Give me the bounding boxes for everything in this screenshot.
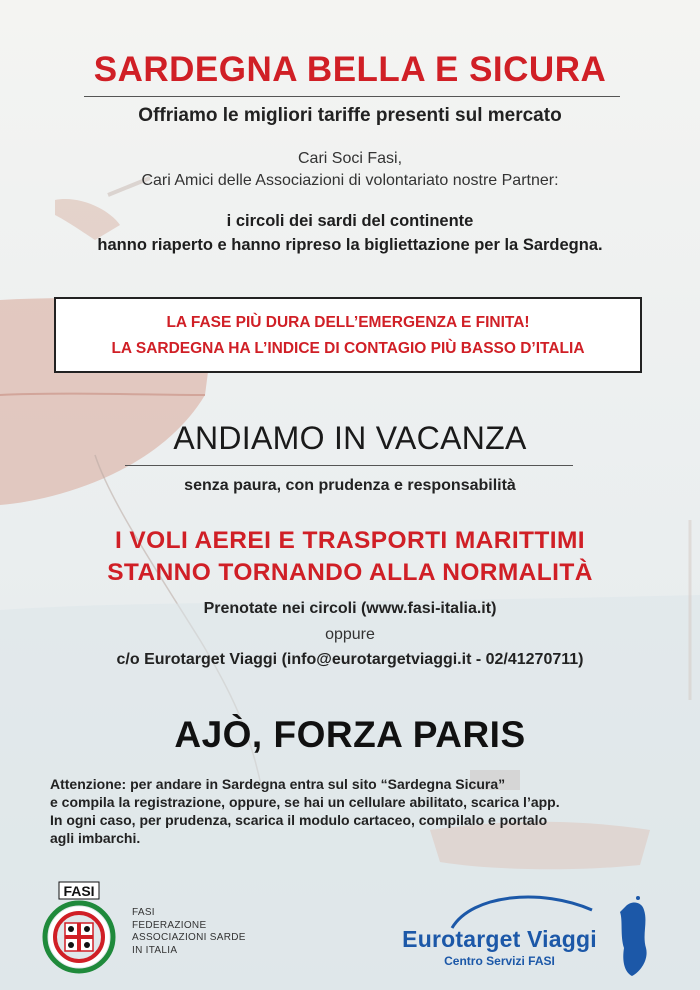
- booking-circoli: Prenotate nei circoli (www.fasi-italia.it): [203, 600, 497, 617]
- eurotarget-tagline: Centro Servizi FASI: [444, 954, 555, 968]
- attention-note: [50, 775, 660, 847]
- note-line: agli imbarchi.: [50, 830, 141, 846]
- booking-eurotarget: c/o Eurotarget Viaggi (info@eurotargetviaggi.it - 02/41270711): [116, 651, 584, 668]
- note-line: e compila la registrazione, oppure, se hai un cellulare abilitato, scarica l’app.: [50, 794, 560, 810]
- note-line: In ogni caso, per prudenza, scarica il modulo cartaceo, compilalo e portalo: [50, 812, 548, 828]
- sardinia-map-icon: [620, 903, 647, 976]
- fasi-text-line: IN ITALIA: [132, 944, 178, 956]
- transport-headline: STANNO TORNANDO ALLA NORMALITÀ: [107, 559, 593, 586]
- vacation-divider: [125, 465, 573, 466]
- alert-line: LA SARDEGNA HA L’INDICE DI CONTAGIO PIÙ BASSO D’ITALIA: [111, 340, 585, 357]
- circoli-text: hanno riaperto e hanno ripreso la bigliettazione per la Sardegna.: [97, 236, 603, 254]
- flyer-subtitle: Offriamo le migliori tariffe presenti sul mercato: [138, 105, 562, 126]
- greeting-line: Cari Amici delle Associazioni di volontariato nostre Partner:: [141, 172, 559, 189]
- fasi-logo-text: FASI: [63, 883, 95, 899]
- slogan: AJÒ, FORZA PARIS: [174, 714, 526, 755]
- fasi-text-line: FASI: [132, 907, 155, 918]
- booking-oppure: oppure: [325, 626, 375, 643]
- fasi-text-line: ASSOCIAZIONI SARDE: [132, 932, 246, 943]
- title-divider: [84, 96, 620, 97]
- fasi-text-line: FEDERAZIONE: [132, 919, 207, 931]
- circoli-text: i circoli dei sardi del continente: [226, 212, 474, 230]
- note-line: Attenzione: per andare in Sardegna entra sul sito “Sardegna Sicura”: [50, 776, 506, 792]
- eurotarget-name: Eurotarget Viaggi: [402, 926, 597, 952]
- transport-headline: I VOLI AEREI E TRASPORTI MARITTIMI: [114, 527, 586, 554]
- greeting-line: Cari Soci Fasi,: [297, 150, 403, 167]
- vacation-subtitle: senza paura, con prudenza e responsabilità: [184, 477, 516, 494]
- alert-line: LA FASE PIÙ DURA DELL’EMERGENZA E FINITA!: [166, 314, 530, 331]
- fasi-logo: [34, 880, 124, 975]
- flyer-title: SARDEGNA BELLA E SICURA: [93, 50, 607, 89]
- vacation-heading: ANDIAMO IN VACANZA: [173, 420, 527, 456]
- fasi-federation-text: [132, 907, 246, 957]
- emergency-alert-box: [54, 297, 642, 373]
